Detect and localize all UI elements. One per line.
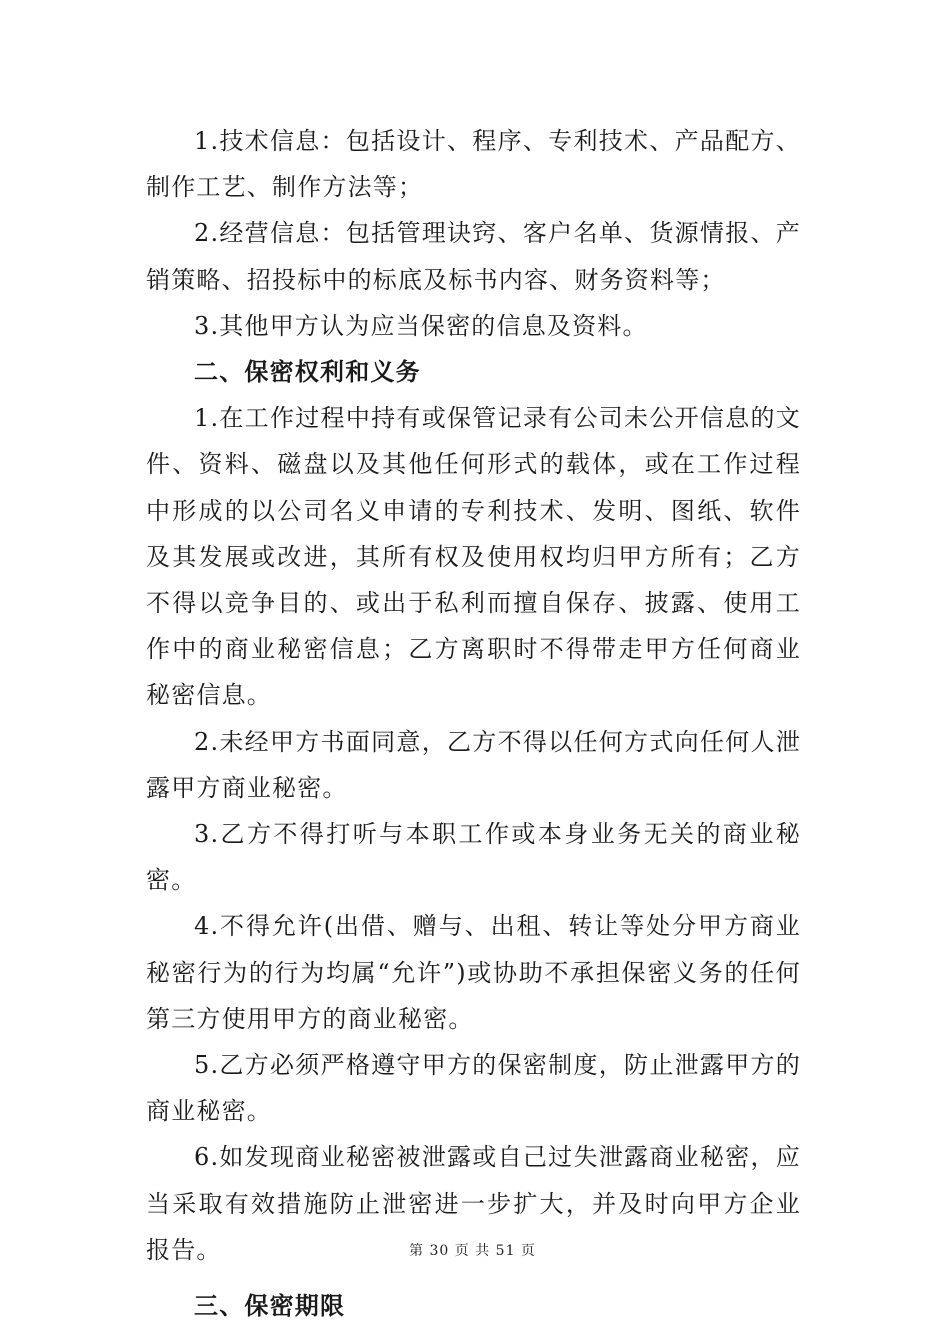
paragraph-other-info: 3.其他甲方认为应当保密的信息及资料。: [194, 311, 648, 340]
clause-2: 2.未经甲方书面同意，乙方不得以任何方式向任何人泄露甲方商业秘密。: [146, 727, 801, 802]
section-heading-rights-obligations: 二、保密权利和义务: [194, 357, 421, 387]
clause-5: 5.乙方必须严格遵守甲方的保密制度，防止泄露甲方的商业秘密。: [146, 1051, 801, 1126]
clause-4: 4.不得允许(出借、赠与、出租、转让等处分甲方商业秘密行为的行为均属“允许”)或协助不承担保密义务的任何第三方使用甲方的商业秘密。: [146, 912, 801, 1033]
clause-1: 1.在工作过程中持有或保管记录有公司未公开信息的文件、资料、磁盘以及其他任何形式的载体，或在工作过程中形成的以公司名义申请的专利技术、发明、图纸、软件及其发展或改进，其所有权及使用权均归甲方所有；乙方不得以竞争目的、或出于私利而擅自保存、披露、使用工作中的商业秘密信息；乙方离职时不得带走甲方任何商业秘密信息。: [146, 404, 801, 710]
page-number-footer: 第 30 页 共 51 页: [409, 1243, 536, 1259]
paragraph-technical-info: 1.技术信息：包括设计、程序、专利技术、产品配方、制作工艺、制作方法等；: [146, 127, 801, 202]
section-heading-confidentiality-period: 三、保密期限: [194, 1291, 346, 1321]
clause-6: 6.如发现商业秘密被泄露或自己过失泄露商业秘密，应当采取有效措施防止泄密进一步扩大，并及时向甲方企业报告。: [146, 1143, 801, 1264]
paragraph-business-info: 2.经营信息：包括管理诀窍、客户名单、货源情报、产销策略、招投标中的标底及标书内容、财务资料等；: [146, 219, 801, 294]
clause-3: 3.乙方不得打听与本职工作或本身业务无关的商业秘密。: [146, 820, 801, 895]
body-text: [146, 118, 801, 1329]
